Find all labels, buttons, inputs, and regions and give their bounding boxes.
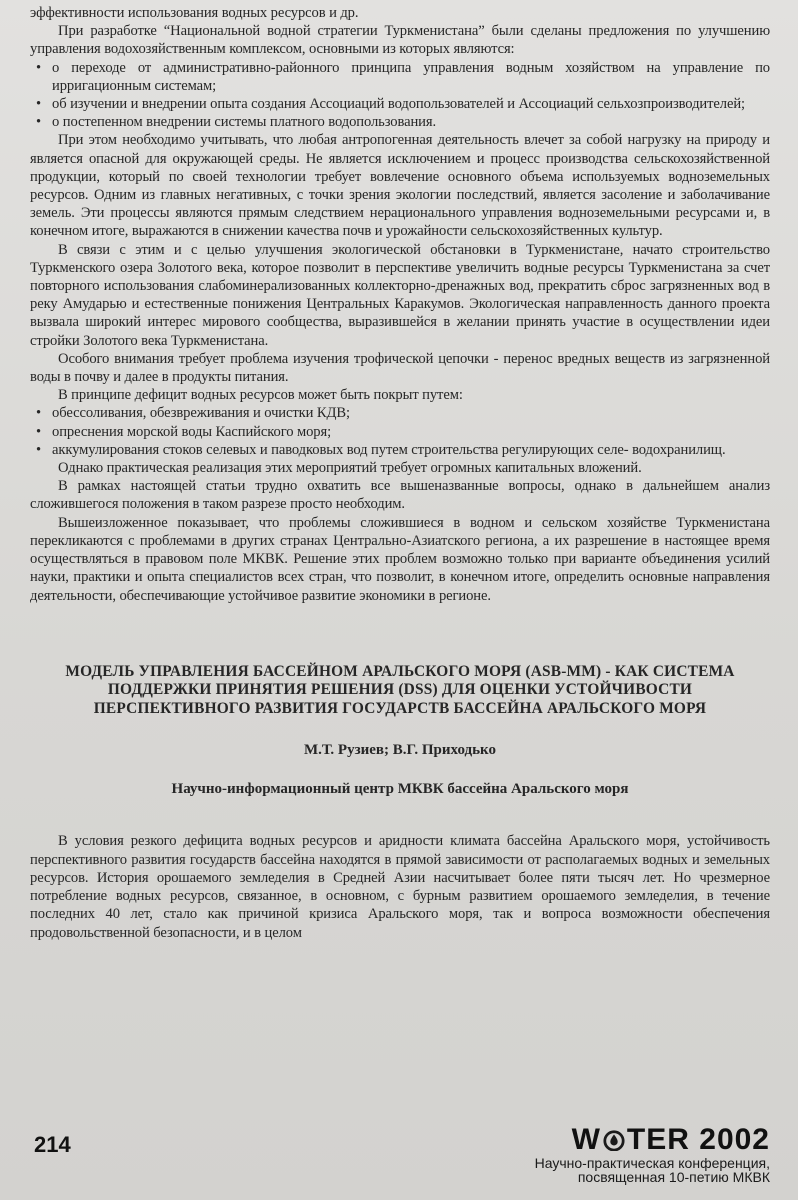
bullet-text: опреснения морской воды Каспийского моря; [52,423,332,440]
body-text-top [30,4,770,605]
conference-footer [535,1124,770,1184]
bullet-icon: • [36,114,42,131]
bullet-icon: • [36,96,42,113]
bullet-icon: • [36,423,42,440]
body-paragraph: Особого внимания требует проблема изучения трофической цепочки - перенос вредных веществ из загрязненной воды в почву и далее в продукты питания. [30,350,770,386]
article-intro-paragraph: В условия резкого дефицита водных ресурсов и аридности климата бассейна Аральского моря, устойчивость перспективного развития государств бассейна находятся в прямой зависимости от располагаемых водных и земельных ресурсов. История орошаемого земледелия в Средней Азии насчитывает более пяти тысяч лет. Но чрезмерное потребление водных ресурсов, связанное, в основном, с бурным развитием орошаемого земледелия, в течение последних 40 лет, стало как причиной кризиса Аральского моря, так и вопроса возможности обеспечения продовольственной безопасности, и в целом [30,833,770,941]
bullet-item [30,423,770,441]
body-paragraph: В рамках настоящей статьи трудно охватить все вышеназванные вопросы, однако в дальнейшем анализ сложившегося положения в таком разрезе просто необходим. [30,478,770,513]
body-paragraph: Однако практическая реализация этих мероприятий требует огромных капитальных вложений. [58,460,642,477]
body-paragraph: При разработке “Национальной водной стратегии Туркменистана” были сделаны предложения по улучшению управления водохозяйственным комплексом, основными из которых являются: [30,23,770,58]
bullet-item [30,59,770,95]
conference-logo [535,1124,770,1156]
bullet-icon: • [36,59,42,76]
bullet-text: о переходе от административно-районного принципа управления водным хозяйством на управление по ирригационным системам; [52,59,770,94]
footer-line-2: посвященная 10-петию МКВК [577,1169,770,1185]
article-authors: М.Т. Рузиев; В.Г. Приходько [304,742,496,759]
water-drop-icon [603,1129,625,1151]
body-paragraph: эффективности использования водных ресурсов и др. [30,5,359,21]
bullet-item [30,95,770,113]
bullet-text: обессоливания, обезвреживания и очистки КДВ; [52,405,350,422]
bullet-text: об изучении и внедрении опыта создания Ассоциаций водопользователей и Ассоциаций сельхозпроизводителей; [52,96,745,113]
logo-text: TER 2002 [626,1123,770,1156]
footer-line-1: Научно-практическая конференция, [534,1155,770,1171]
bullet-item [30,404,770,422]
page-content [30,4,770,942]
bullet-icon: • [36,441,42,458]
article-affiliation: Научно-информационный центр МКВК бассейна Аральского моря [171,781,629,798]
page-number: 214 [34,1132,71,1157]
body-paragraph: В принципе дефицит водных ресурсов может быть покрыт путем: [58,387,463,404]
bullet-icon: • [36,405,42,422]
logo-letter-w: W [571,1123,601,1156]
article-title: МОДЕЛЬ УПРАВЛЕНИЯ БАССЕЙНОМ АРАЛЬСКОГО МОРЯ (ASB-MM) - КАК СИСТЕМА ПОДДЕРЖКИ ПРИНЯТИЯ РЕШЕНИЯ (DSS) ДЛЯ ОЦЕНКИ УСТОЙЧИВОСТИ ПЕРСПЕКТИВНОГО РАЗВИТИЯ ГОСУДАРСТВ БАССЕЙНА АРАЛЬСКОГО МОРЯ [65,662,735,717]
bullet-text: о постепенном внедрении системы платного водопользования. [52,114,437,131]
bullet-item [30,441,770,459]
body-paragraph: При этом необходимо учитывать, что любая антропогенная деятельность влечет за собой нагрузку на природу и является опасной для окружающей среды. Не является исключением и процесс производства сельскохозяйственной продукции, который по своей технологии требует вовлечение основного объема используемых водноземельных ресурсов. Одним из главных негативных, с точки зрения экологии последствий, является засоление и заболачивание земель. Эти процессы являются прямым следствием нерационального управления водноземельными ресурсами и, в конечном итоге, выражаются в снижении качества почв и урожайности сельскохозяйственных культур. [30,132,770,240]
body-paragraph: В связи с этим и с целью улучшения экологической обстановки в Туркменистане, начато строительство Туркменского озера Золотого века, которое позволит в перспективе увеличить водные ресурсы Туркменистана за счет повторного использования слабоминерализованных коллекторно-дренажных вод, прекратить сброс загрязненных вод в реку Амударью и естественные понижения Центральных Каракумов. Экологическая направленность данного проекта вызвала широкий интерес мирового сообщества, выразившейся в желании принять участие в осуществлении идеи стройки Золотого века Туркменистана. [30,241,770,349]
bullet-item [30,113,770,131]
bullet-text: аккумулирования стоков селевых и паводковых вод путем строительства регулирующих селе- водохранилищ. [52,441,726,458]
body-paragraph: Вышеизложенное показывает, что проблемы сложившиеся в водном и сельском хозяйстве Туркменистана перекликаются с проблемами в других странах Центрально-Азиатского региона, а их разрешение в настоящее время осуществляться в правовом поле МКВК. Решение этих проблем возможно только при варианте объединения усилий науки, практики и опыта специалистов всех стран, что позволит, в конечном итоге, определить основные направления деятельности, обеспечивающие устойчивое развитие экономики в регионе. [30,514,770,604]
